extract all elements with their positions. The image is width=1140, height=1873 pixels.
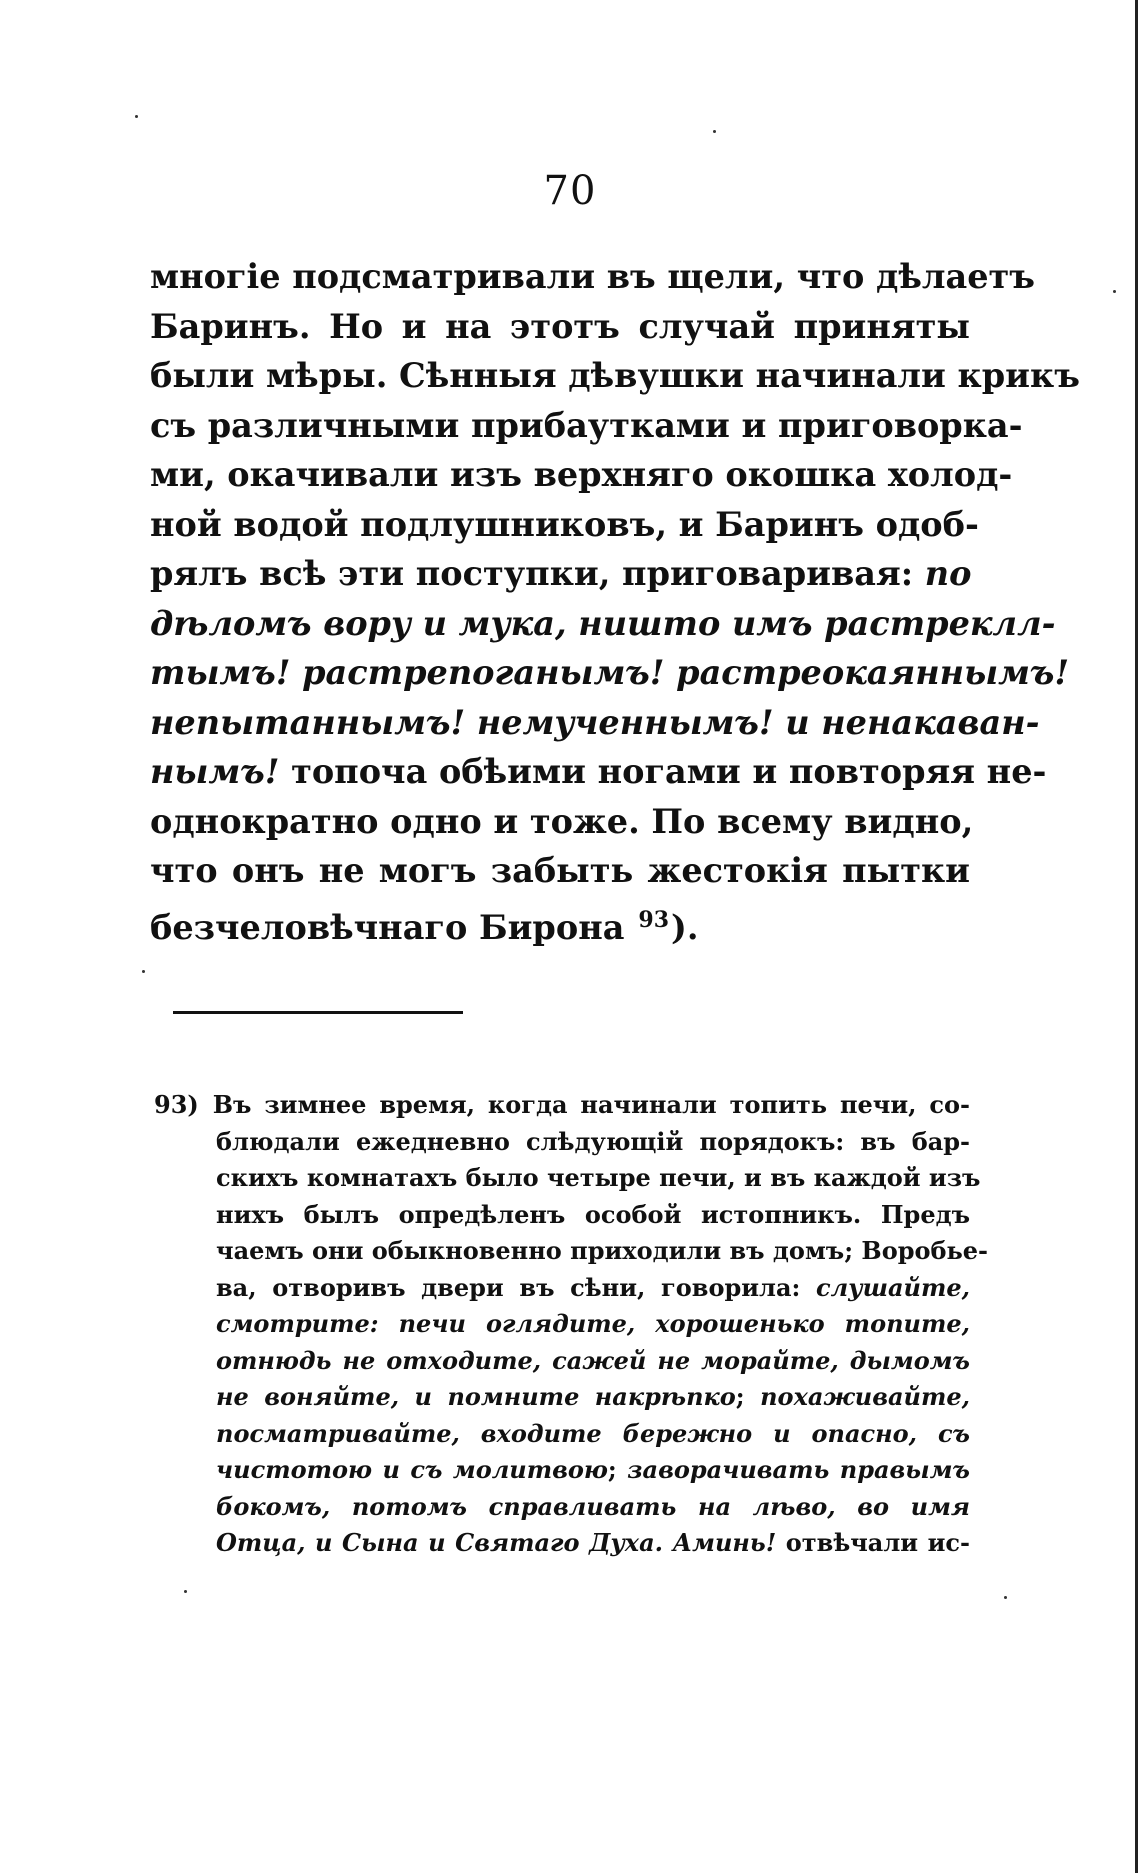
footnote-line bbox=[154, 1197, 970, 1234]
footnote-line bbox=[154, 1489, 970, 1526]
footnote-number: 93) bbox=[154, 1090, 199, 1119]
text-line bbox=[150, 747, 1047, 797]
footnote-line bbox=[154, 1160, 981, 1197]
text-run: чаемъ они обыкновенно приходили въ домъ; Воробье- bbox=[216, 1236, 989, 1265]
text-line bbox=[150, 599, 1056, 649]
italic-text: посматривайте, входите бережно и опасно, съ bbox=[216, 1418, 970, 1448]
scan-speck bbox=[142, 970, 145, 973]
text-run: безчеловѣчнаго Бирона bbox=[150, 907, 625, 947]
text-line bbox=[150, 549, 970, 599]
italic-text: нымъ! bbox=[150, 752, 280, 791]
scan-speck bbox=[713, 130, 716, 133]
italic-text: не воняйте, и помните накрѣпко bbox=[216, 1382, 736, 1411]
italic-text: непытаннымъ! немученнымъ! и ненакаван- bbox=[150, 702, 1040, 742]
scan-speck bbox=[184, 1590, 187, 1593]
text-run: однократно одно и тоже. По всему видно, bbox=[150, 801, 974, 841]
text-run: нихъ былъ опредѣленъ особой истопникъ. Предъ bbox=[216, 1199, 970, 1229]
text-run: блюдали ежедневно слѣдующій порядокъ: въ бар- bbox=[216, 1126, 970, 1156]
text-line bbox=[150, 896, 970, 946]
footnote-line bbox=[154, 1233, 989, 1270]
italic-text: тымъ! растрепоганымъ! растреокаяннымъ! bbox=[150, 653, 1070, 692]
text-line bbox=[150, 401, 1023, 451]
footnote-line bbox=[154, 1379, 970, 1416]
text-line bbox=[150, 797, 974, 847]
text-line bbox=[150, 302, 970, 352]
footnote-reference: 93 bbox=[638, 906, 670, 933]
scan-speck bbox=[1004, 1596, 1007, 1599]
text-run: многіе подсматривали въ щели, что дѣлаетъ bbox=[150, 257, 1035, 296]
italic-text: слушайте, bbox=[816, 1272, 970, 1302]
page-edge bbox=[1135, 0, 1138, 1873]
text-line bbox=[150, 351, 1080, 401]
italic-text: похаживайте, bbox=[760, 1382, 970, 1411]
text-run: отвѣчали ис- bbox=[776, 1528, 970, 1557]
footnote-line bbox=[154, 1525, 970, 1562]
text-run: Баринъ. Но и на этотъ случай приняты bbox=[150, 306, 970, 346]
text-run: были мѣры. Сѣнныя дѣвушки начинали крикъ bbox=[150, 356, 1080, 395]
footnote-separator-rule bbox=[173, 1011, 463, 1014]
footnote-line bbox=[154, 1343, 970, 1380]
text-line bbox=[150, 500, 979, 550]
text-line bbox=[150, 648, 1070, 698]
text-run: рялъ всѣ эти поступки, приговаривая: bbox=[150, 554, 925, 593]
italic-text: бокомъ, потомъ справливать на лѣво, во имя bbox=[216, 1491, 970, 1521]
text-run: съ различными прибаутками и приговорка- bbox=[150, 405, 1023, 445]
text-run: ; bbox=[607, 1455, 628, 1484]
text-line bbox=[150, 252, 1035, 302]
footnote-line bbox=[154, 1416, 970, 1453]
text-run: скихъ комнатахъ было четыре печи, и въ каждой изъ bbox=[216, 1163, 981, 1192]
scan-speck bbox=[1113, 290, 1116, 293]
footnote-line bbox=[154, 1087, 970, 1124]
main-text bbox=[150, 252, 1080, 947]
text-run: ; bbox=[735, 1382, 761, 1411]
italic-text: отнюдь не отходите, сажей не морайте, дымомъ bbox=[216, 1345, 970, 1375]
footnote-line bbox=[154, 1306, 970, 1343]
text-line bbox=[150, 450, 1013, 500]
footnote-line bbox=[154, 1124, 970, 1161]
footnote-line bbox=[154, 1452, 970, 1489]
text-run: ной водой подлушниковъ, и Баринъ одоб- bbox=[150, 504, 979, 544]
text-run: Въ зимнее время, когда начинали топить печи, со- bbox=[212, 1090, 970, 1119]
italic-text: дѣломъ вору и мука, ништо имъ растреклл- bbox=[150, 603, 1056, 643]
italic-text: Отца, и Сына и Святаго Духа. Аминь! bbox=[216, 1528, 777, 1557]
italic-text: чистотою и съ молитвою bbox=[216, 1455, 608, 1484]
footnote-line bbox=[154, 1270, 970, 1307]
footnote bbox=[154, 1087, 989, 1562]
italic-text: заворачивать правымъ bbox=[627, 1455, 970, 1484]
text-run: топоча обѣими ногами и повторяя не- bbox=[279, 752, 1047, 791]
text-run: ми, окачивали изъ верхняго окошка холод- bbox=[150, 455, 1013, 494]
text-run: что онъ не могъ забыть жестокія пытки bbox=[150, 851, 970, 890]
scan-speck bbox=[135, 115, 138, 118]
italic-text: смотрите: печи оглядите, хорошенько топите, bbox=[216, 1309, 970, 1338]
text-run: ва, отворивъ двери въ сѣни, говорила: bbox=[216, 1272, 817, 1302]
text-run: ). bbox=[671, 907, 699, 947]
text-line bbox=[150, 846, 970, 896]
text-line bbox=[150, 698, 1040, 748]
page-number: 70 bbox=[543, 168, 597, 214]
italic-text: по bbox=[924, 554, 972, 593]
